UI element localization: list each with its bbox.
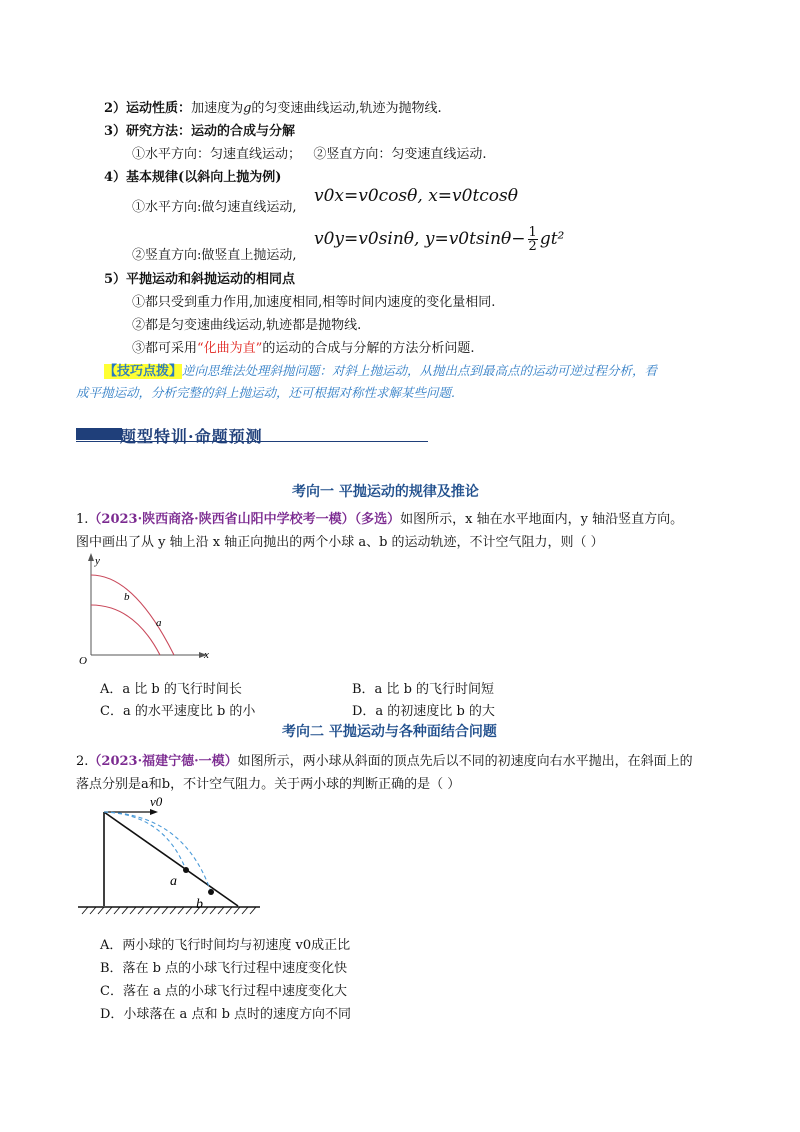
prop-2-g: g	[243, 101, 252, 116]
prop-2-title: 运动性质：	[126, 101, 192, 116]
prop-3-title: 研究方法：运动的合成与分解	[126, 124, 296, 139]
fraction-numerator: 1	[528, 225, 537, 240]
q1-y-label: y	[95, 555, 100, 567]
prop-3-line: ①水平方向：匀速直线运动； ②竖直方向：匀变速直线运动.	[132, 147, 487, 162]
tip-tag: 【技巧点拨】	[104, 364, 183, 379]
prop-5	[104, 268, 295, 287]
prop-4-vertical-formula-b: gt²	[539, 229, 565, 249]
q1-option-c[interactable]: C．a 的水平速度比 b 的小	[100, 704, 256, 719]
q1-y-arrow-icon	[88, 553, 94, 561]
prop-3	[104, 120, 295, 139]
q1-label-a: a	[156, 617, 162, 629]
q2-velocity-arrow-icon	[150, 809, 158, 815]
section-1-title: 考向一 平抛运动的规律及推论	[292, 484, 479, 500]
q2-point-b	[208, 889, 214, 895]
q2-label-a: a	[170, 874, 177, 889]
fraction-one-half	[528, 226, 538, 253]
q2-incline-figure	[74, 790, 270, 918]
prop-4-horizontal: ①水平方向:做匀速直线运动,	[132, 200, 297, 215]
q2-ground-hatching	[82, 907, 256, 914]
q1-option-b[interactable]: B．a 比 b 的飞行时间短	[352, 682, 495, 697]
q1-origin-label: O	[79, 655, 87, 667]
prop-5-item-3-b: 的运动的合成与分解的方法分析问题.	[262, 341, 475, 356]
q1-trajectory-a	[91, 605, 160, 655]
q2-option-d[interactable]: D．小球落在 a 点和 b 点时的速度方向不同	[100, 1007, 352, 1022]
tip-text-1: 逆向思维法处理斜抛问题：对斜上抛运动，从抛出点到最高点的运动可逆过程分析，看	[182, 363, 658, 378]
fraction-denominator: 2	[528, 239, 537, 254]
q2-label-b: b	[196, 897, 203, 912]
prop-2-num: 2）	[104, 101, 127, 116]
tip-line-1	[104, 360, 657, 379]
prop-4-horizontal-formula: v0x=v0cosθ, x=v0tcosθ	[314, 186, 518, 206]
q1-label-b: b	[124, 591, 130, 603]
q1-option-a[interactable]: A．a 比 b 的飞行时间长	[100, 682, 242, 697]
prop-5-item-3-highlight: “化曲为直”	[197, 341, 263, 356]
tip-text-2: 成平抛运动，分析完整的斜上抛运动，还可根据对称性求解某些问题.	[76, 385, 455, 400]
q2-option-b[interactable]: B．落在 b 点的小球飞行过程中速度变化快	[100, 961, 348, 976]
q2-stem-1: 如图所示，两小球从斜面的顶点先后以不同的初速度向右水平抛出，在斜面上的	[237, 754, 693, 769]
section-2-title: 考向二 平抛运动与各种面结合问题	[282, 724, 497, 740]
q2-point-a	[183, 867, 189, 873]
prop-5-title: 平抛运动和斜抛运动的相同点	[126, 272, 296, 287]
prop-4-title: 基本规律(以斜向上抛为例)	[126, 170, 282, 185]
prop-4	[104, 166, 281, 185]
banner-bar	[76, 428, 122, 440]
q1-stem-2: 图中画出了从 y 轴上沿 x 轴正向抛出的两个小球 a、b 的运动轨迹，不计空气阻力，则（ ）	[76, 535, 604, 550]
prop-2-body-a: 加速度为	[191, 101, 244, 116]
prop-4-vertical-formula	[314, 226, 564, 253]
q2-source: （2023·福建宁德·一模）	[88, 754, 238, 769]
q1-trajectory-b	[91, 575, 174, 655]
prop-5-num: 5）	[104, 272, 127, 287]
q1-num: 1.	[76, 512, 89, 527]
prop-3-num: 3）	[104, 124, 127, 139]
banner-title: 题型特训·命题预测	[120, 427, 263, 446]
q2-stem-2: 落点分别是a和b，不计空气阻力。关于两小球的判断正确的是（ ）	[76, 777, 461, 792]
q2-option-a[interactable]: A．两小球的飞行时间均与初速度 v0成正比	[100, 938, 351, 953]
prop-2	[104, 97, 442, 116]
q1-x-label: x	[204, 649, 209, 661]
q2-line-1	[76, 750, 693, 769]
q2-option-c[interactable]: C．落在 a 点的小球飞行过程中速度变化大	[100, 984, 347, 999]
q1-trajectory-figure	[74, 550, 224, 668]
q2-v0-label: v0	[150, 794, 163, 809]
q1-line-1	[76, 508, 683, 527]
q2-incline	[104, 812, 238, 906]
prop-5-item-3	[132, 337, 474, 356]
q1-stem-1: 如图所示，x 轴在水平地面内，y 轴沿竖直方向。	[400, 512, 684, 527]
q1-source: （2023·陕西商洛·陕西省山阳中学校考一模）（多选）	[88, 512, 401, 527]
prop-5-item-2: ②都是匀变速曲线运动,轨迹都是抛物线.	[132, 318, 362, 333]
prop-5-item-1: ①都只受到重力作用,加速度相同,相等时间内速度的变化量相同.	[132, 295, 496, 310]
prop-5-item-3-a: ③都可采用	[132, 341, 198, 356]
prop-4-vertical: ②竖直方向:做竖直上抛运动,	[132, 248, 297, 263]
q2-num: 2.	[76, 754, 89, 769]
prop-4-num: 4）	[104, 170, 127, 185]
prop-4-vertical-formula-a: v0y=v0sinθ, y=v0tsinθ−	[314, 229, 526, 249]
prop-2-body-b: 的匀变速曲线运动,轨迹为抛物线.	[251, 101, 442, 116]
q1-option-d[interactable]: D．a 的初速度比 b 的大	[352, 704, 495, 719]
